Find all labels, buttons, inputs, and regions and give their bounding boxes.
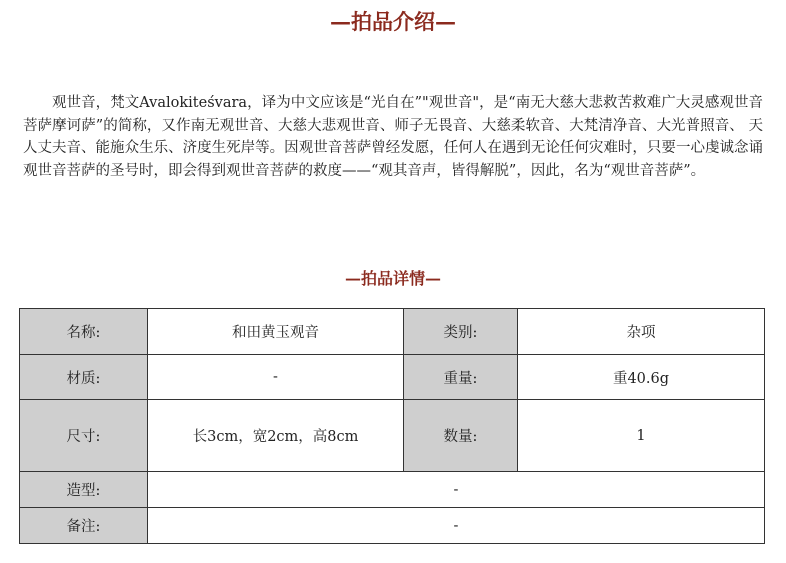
details-section-title: —拍品详情— [344, 269, 441, 288]
label-weight: 重量: [404, 355, 518, 400]
label-category: 类别: [404, 309, 518, 355]
label-size: 尺寸: [20, 400, 148, 472]
value-category: 杂项 [518, 309, 765, 355]
intro-section-title: —拍品介绍— [330, 9, 456, 34]
label-quantity: 数量: [404, 400, 518, 472]
value-size: 长3cm，宽2cm，高8cm [148, 400, 404, 472]
value-remarks: - [148, 508, 765, 544]
value-name: 和田黄玉观音 [148, 309, 404, 355]
table-row-size [20, 400, 765, 472]
label-name: 名称: [20, 309, 148, 355]
table-row-remarks [20, 508, 765, 544]
table-row-material [20, 355, 765, 400]
table-row-name [20, 309, 765, 355]
label-material: 材质: [20, 355, 148, 400]
intro-text: 观世音，梵文Avalokiteśvara，译为中文应该是“光自在”"观世音"，是“南无大慈大悲救苦救难广大灵感观世音菩萨摩诃萨”的简称，又作南无观世音、大慈大悲观世音、师子无畏音、大慈柔软音、大梵清净音、大光普照音、 天人丈夫音、能施众生乐、济度生死岸等。因观世音菩萨曾经发愿，任何人在遇到无论任何灾难时，只要一心虔诚念诵观世音菩萨的圣号时，即会得到观世音菩萨的救度——“观其音声，皆得解脱”，因此，名为“观世音菩萨”。 [23, 95, 763, 179]
details-table [19, 308, 765, 544]
label-remarks: 备注: [20, 508, 148, 544]
value-quantity: 1 [518, 400, 765, 472]
value-shape: - [148, 472, 765, 508]
table-row-shape [20, 472, 765, 508]
value-material: - [148, 355, 404, 400]
value-weight: 重40.6g [518, 355, 765, 400]
label-shape: 造型: [20, 472, 148, 508]
